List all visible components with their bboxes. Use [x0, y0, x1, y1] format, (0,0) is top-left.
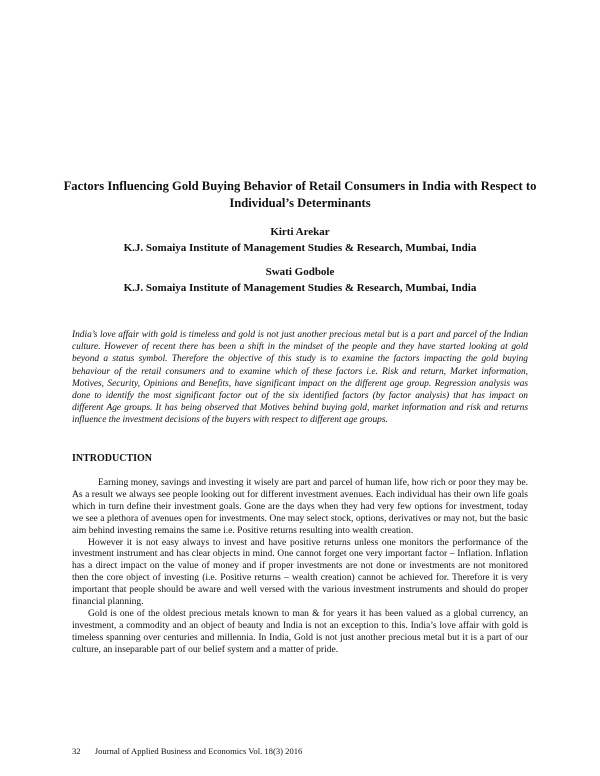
paragraph: Gold is one of the oldest precious metals known to man & for years it has been valued as a global currency, an investment, a commodity and an object of beauty and India is not an exception to this. India’s love affair with gold is timeless spanning over centuries and millennia. In India, Gold is not just another precious metal but it is a part of our culture, an inseparable part of our belief system and a matter of pride.: [72, 607, 528, 655]
paper-title: Factors Influencing Gold Buying Behavior of Retail Consumers in India with Respect to Individual’s Determinants: [63, 179, 537, 210]
section-heading: INTRODUCTION: [72, 453, 153, 464]
author-affiliation: K.J. Somaiya Institute of Management Studies & Research, Mumbai, India: [123, 241, 477, 254]
page-number: 32: [72, 746, 81, 756]
author-name: Swati Godbole: [265, 266, 335, 278]
abstract: India’s love affair with gold is timeless and gold is not just another precious metal but is a part and parcel of the Indian culture. However of recent there has been a shift in the mindset of the people and they have started looking at gold beyond a status symbol. Therefore the objective of this study is to examine the factors impacting the gold buying behaviour of the retail consumers and to examine which of these factors i.e. Risk and return, Market information, Motives, Security, Opinions and Benefits, have significant impact on the different age group. Regression analysis was done to identify the most significant factor out of the six identified factors (by factor analysis) that has impact on different Age groups. It has being observed that Motives behind buying gold, market information and risk and returns influence the investment decisions of the buyers with respect to different age groups.: [72, 330, 528, 426]
page-footer: [72, 746, 302, 756]
paragraph: However it is not easy always to invest and have positive returns unless one monitors the performance of the investment instrument and has clear objects in mind. One cannot forget one very important factor – Inflation. Inflation has a direct impact on the value of money and if proper investments are not done or investments are not monitored then the core object of investing (i.e. Positive returns – wealth creation) cannot be achieved for. Therefore it is very important that people should be aware and well versed with the various investment instruments and should do proper financial planning.: [72, 536, 528, 608]
author-name: Kirti Arekar: [270, 226, 330, 238]
paragraph: Earning money, savings and investing it wisely are part and parcel of human life, how rich or poor they may be. As a result we always see people looking out for different investment avenues. Each individual has their own life goals which in turn define their investment goals. Gone are the days when they had very few options for investment, today we see a plethora of avenues open for investments. One may select stock, options, derivatives or may not, but the basic aim behind investing remains the same i.e. Positive returns resulting into wealth creation.: [72, 477, 528, 536]
author-block-2: [60, 265, 540, 296]
introduction-body: [72, 477, 528, 656]
journal-citation: Journal of Applied Business and Economics Vol. 18(3) 2016: [94, 746, 303, 756]
author-block-1: [60, 225, 540, 256]
author-affiliation: K.J. Somaiya Institute of Management Studies & Research, Mumbai, India: [123, 281, 477, 294]
